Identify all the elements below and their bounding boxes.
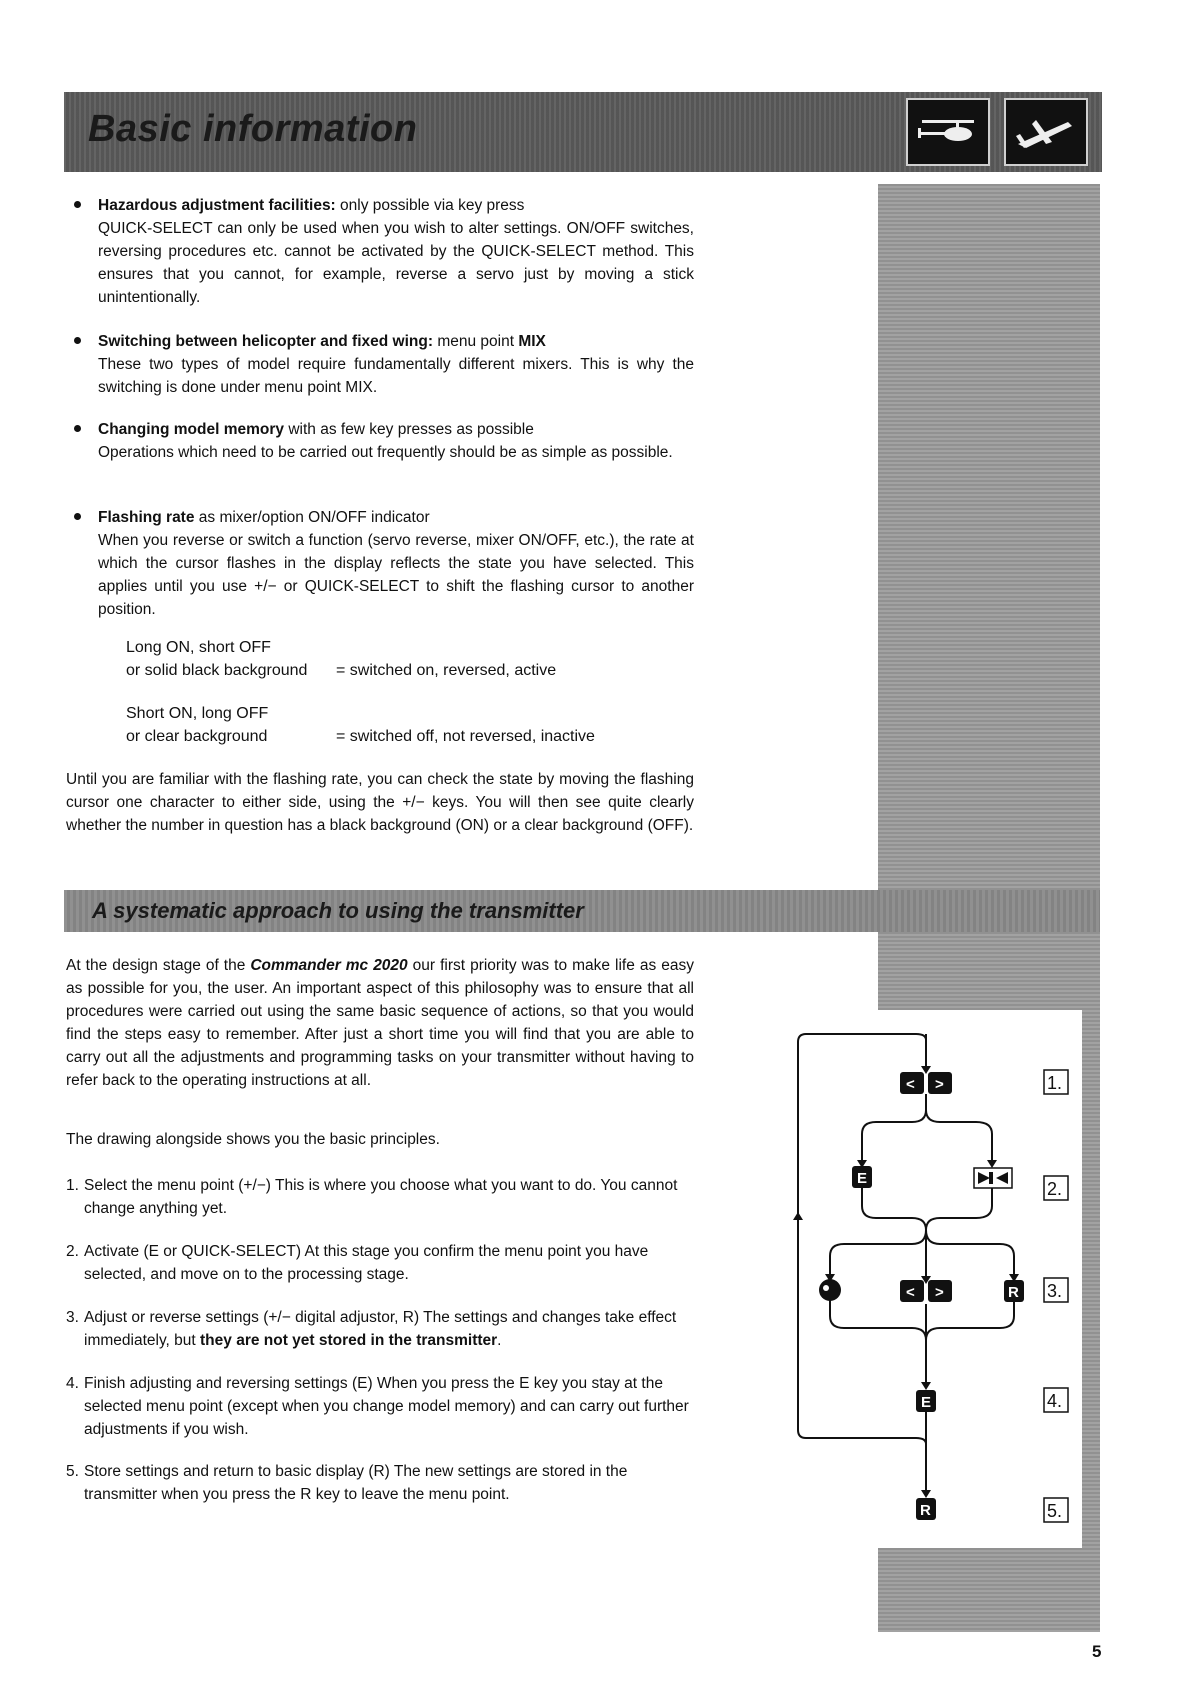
step-3: 3. Adjust or reverse settings (+/− digital adjustor, R) The settings and changes take effect immediately, but they are not yet stored in the transmitter.	[66, 1309, 677, 1349]
step-2: 2. Activate (E or QUICK-SELECT) At this stage you confirm the menu point you have selected, and move on to the processing stage.	[66, 1243, 649, 1283]
page-title: Basic information	[88, 108, 418, 150]
right-key-glyph: >	[935, 1076, 944, 1093]
section-intro: At the design stage of the Commander mc 2020 our first priority was to make life as easy as possible for you, the user. An important aspect of this philosophy was to ensure that all procedures were carried out using the same basic sequence of actions, so that you would find the steps easy to remember. After just a short time you will find that you are able to carry out all the adjustments and programming tasks on your transmitter without having to refer back to the operating instructions at all.	[66, 957, 694, 1089]
left-key-glyph: <	[906, 1076, 915, 1093]
right-key-glyph-2: >	[935, 1284, 944, 1301]
mode-2-line2: or clear background	[126, 728, 268, 745]
bullet-switching: Switching between helicopter and fixed wing: menu point MIX These two types of model require fundamentally different mixers. This is why the switching is done under menu point MIX.	[74, 330, 694, 399]
e-key-glyph: E	[857, 1170, 868, 1187]
bullet-model-memory: Changing model memory with as few key presses as possible Operations which need to be carried out frequently should be as simple as possible.	[74, 418, 694, 464]
page-number: 5	[1092, 1642, 1102, 1661]
left-key-glyph-2: <	[906, 1284, 915, 1301]
mode-1-line1: Long ON, short OFF	[126, 639, 271, 656]
step-label-1: 1.	[1047, 1073, 1063, 1093]
helicopter-icon	[906, 98, 990, 166]
operating-sequence-diagram	[786, 1010, 1082, 1548]
mode-1-result: = switched on, reversed, active	[336, 662, 557, 679]
step-1: 1. Select the menu point (+/−) This is where you choose what you want to do. You cannot change anything yet.	[66, 1177, 678, 1217]
diagram-panel	[786, 1010, 1082, 1548]
step-label-4: 4.	[1047, 1391, 1063, 1411]
r-key-glyph-2: R	[920, 1502, 931, 1519]
mode-2-result: = switched off, not reversed, inactive	[336, 728, 595, 745]
drawing-note: The drawing alongside shows you the basic principles.	[66, 1131, 440, 1148]
digital-adjustor-icon	[819, 1279, 841, 1301]
bullet-hazardous: Hazardous adjustment facilities: only possible via key press QUICK-SELECT can only be used when you wish to alter settings. ON/OFF switches, reversing procedures etc. cannot be activated by the QUICK-SELECT method. This ensures that you cannot, for example, reverse a servo just by moving a stick unintentionally.	[74, 194, 694, 309]
flashing-rate-paragraph: Until you are familiar with the flashing rate, you can check the state by moving the flashing cursor one character to either side, using the +/− keys. You will then see quite clearly whether the number in question has a black background (ON) or a clear background (OFF).	[66, 771, 694, 834]
bullet-flashing-rate: Flashing rate as mixer/option ON/OFF indicator When you reverse or switch a function (servo reverse, mixer ON/OFF, etc.), the rate at which the cursor flashes in the display reflects the state you have selected. This applies until you use +/− or QUICK-SELECT to shift the flashing cursor to another position.	[74, 506, 694, 621]
e-key-glyph-2: E	[921, 1394, 932, 1411]
airplane-icon	[1004, 98, 1088, 166]
r-key-glyph: R	[1008, 1284, 1019, 1301]
section-title: A systematic approach to using the transmitter	[92, 898, 584, 923]
step-label-5: 5.	[1047, 1501, 1063, 1521]
step-label-3: 3.	[1047, 1281, 1063, 1301]
mode-1-line2: or solid black background	[126, 662, 308, 679]
step-5: 5. Store settings and return to basic display (R) The new settings are stored in the transmitter when you press the R key to leave the menu point.	[66, 1463, 628, 1503]
step-4: 4. Finish adjusting and reversing settings (E) When you press the E key you stay at the selected menu point (except when you change model memory) and can carry out further adjustments if you wish.	[66, 1375, 689, 1438]
quick-select-icon	[974, 1168, 1012, 1188]
step-label-2: 2.	[1047, 1179, 1063, 1199]
mode-2-line1: Short ON, long OFF	[126, 705, 269, 722]
